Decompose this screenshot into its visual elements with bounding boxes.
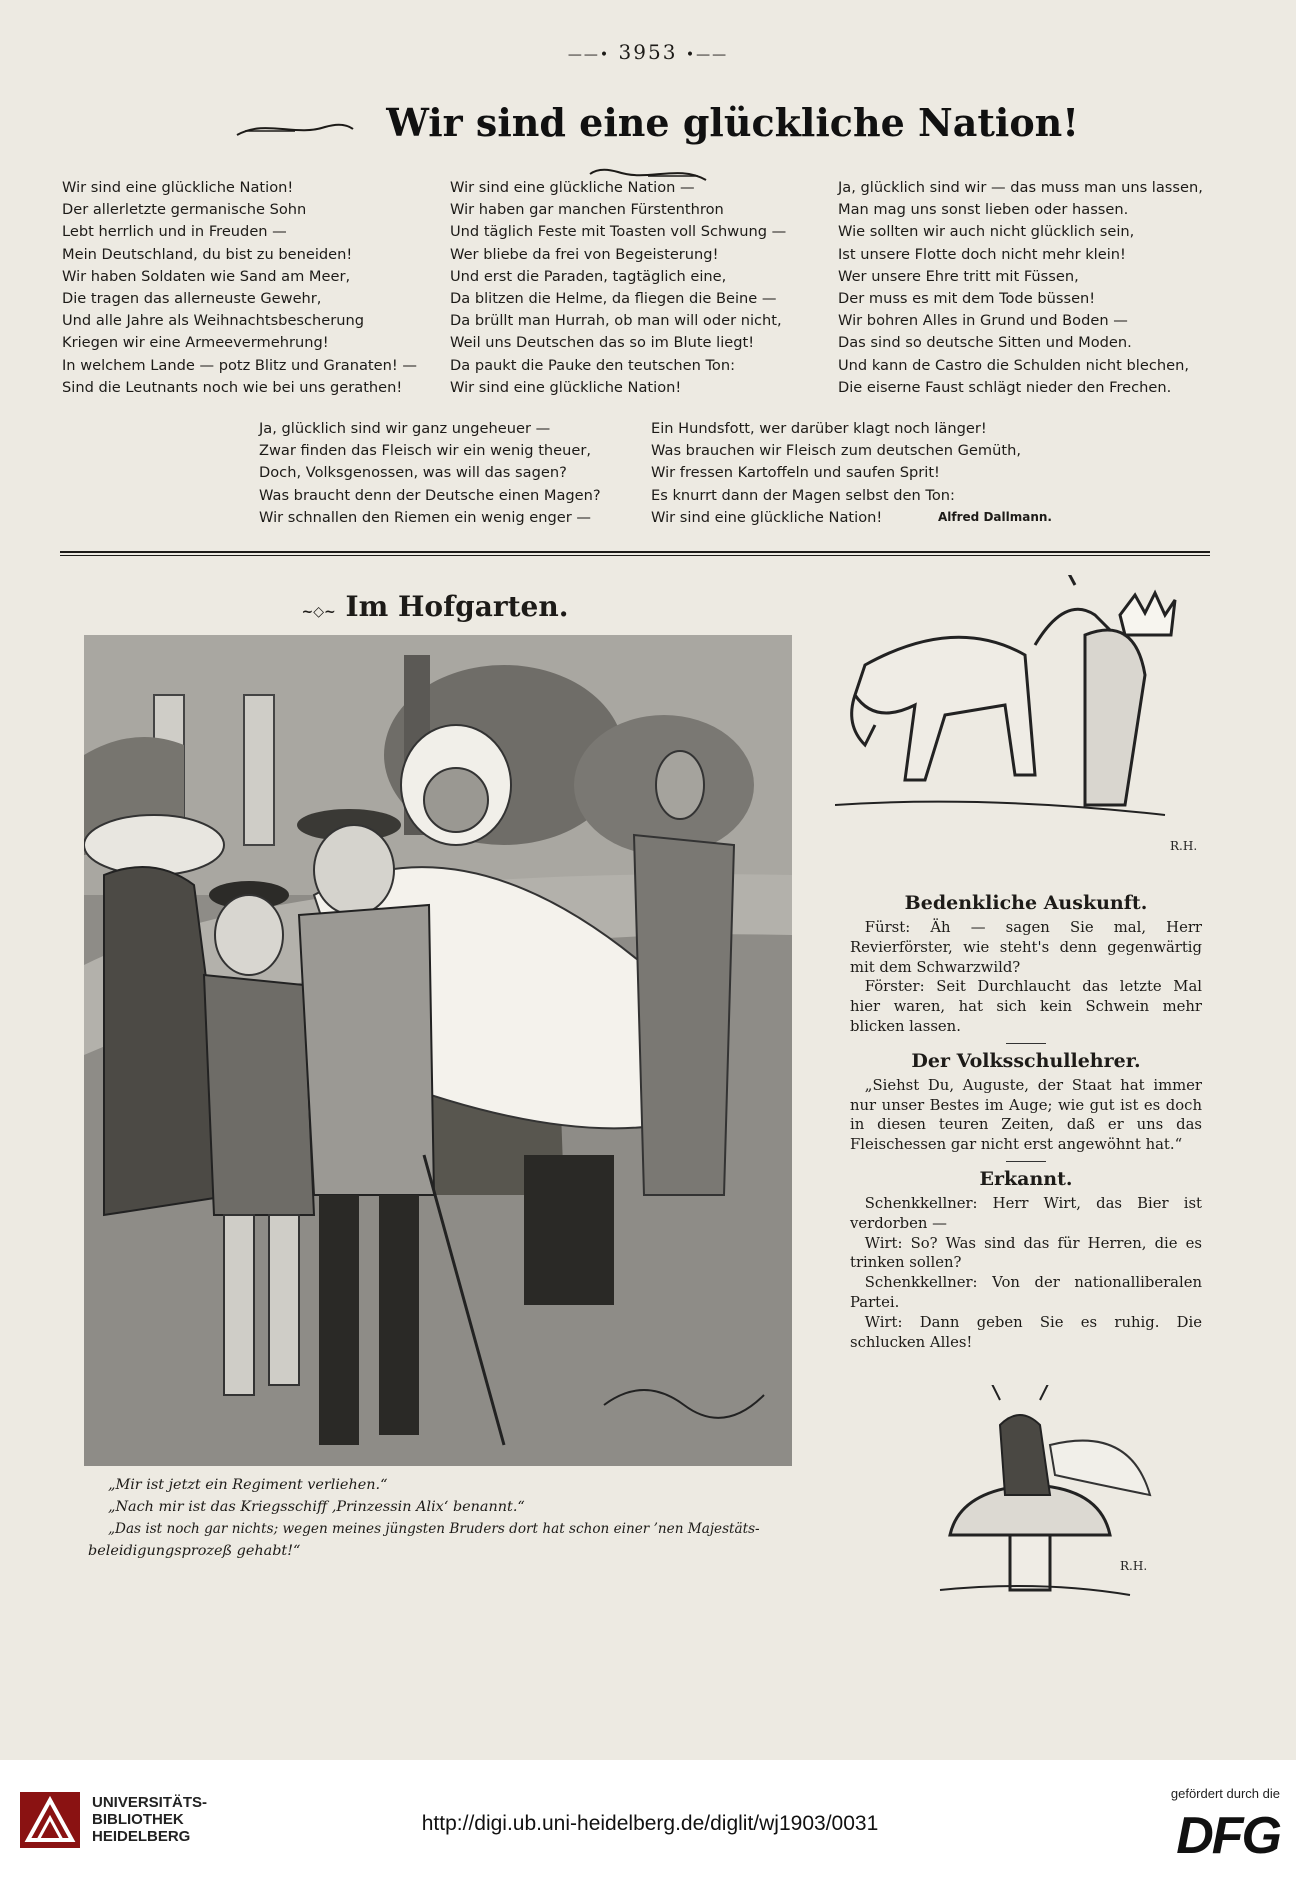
right-column-text: [850, 892, 1202, 1352]
poem-line: Wer unsere Ehre tritt mit Füssen,: [838, 267, 1079, 285]
poem-line: Was brauchen wir Fleisch zum deutschen Gemüth,: [651, 442, 1021, 460]
poem-line: In welchem Lande — potz Blitz und Granaten! —: [62, 356, 417, 374]
poem-line: Wie sollten wir auch nicht glücklich sein,: [838, 223, 1135, 241]
funding-label: gefördert durch die: [1170, 1786, 1280, 1801]
section-title-volksschullehrer: Der Volksschullehrer.: [911, 1049, 1141, 1072]
poem-line: Wir schnallen den Riemen ein wenig enger —: [259, 508, 591, 526]
poem-line: Wir fressen Kartoffeln und saufen Sprit!: [651, 464, 940, 482]
poem-line: Was braucht denn der Deutsche einen Magen?: [259, 486, 601, 504]
caption-line: beleidigungsprozeß gehabt!“: [88, 1543, 301, 1559]
library-name[interactable]: UNIVERSITÄTS- BIBLIOTHEK HEIDELBERG: [92, 1794, 208, 1845]
hofgarten-illustration: [84, 635, 792, 1466]
poem-line: Wir sind eine glückliche Nation!: [651, 508, 883, 526]
poem-line: Wir haben gar manchen Fürstenthron: [450, 201, 724, 219]
ornament-left-icon: [235, 115, 355, 139]
poem-line: Ein Hundsfott, wer darüber klagt noch länger!: [651, 420, 987, 437]
caption-line: „Mir ist jetzt ein Regiment verliehen.“: [108, 1477, 388, 1493]
poem-line: Da brüllt man Hurrah, ob man will oder nicht,: [450, 312, 782, 330]
section-title-erkannt: Erkannt.: [979, 1167, 1073, 1190]
caption-line: „Das ist noch gar nichts; wegen meines jüngsten Bruders dort hat schon einer ’nen Majestäts-: [108, 1521, 760, 1537]
poem-line: Ja, glücklich sind wir — das muss man uns lassen,: [838, 179, 1203, 196]
poem-column-2: [450, 177, 786, 399]
poem-line: Die eiserne Faust schlägt nieder den Frechen.: [838, 378, 1172, 396]
poem-line: Wir sind eine glückliche Nation!: [62, 179, 294, 196]
poem-line: Doch, Volksgenossen, was will das sagen?: [259, 464, 567, 482]
poem-column-3: [838, 177, 1203, 399]
illustration-caption: [88, 1474, 788, 1562]
section-title-bedenkliche: Bedenkliche Auskunft.: [904, 892, 1148, 914]
poem-line: Und alle Jahre als Weihnachtsbescherung: [62, 312, 365, 330]
poem-line: Wir bohren Alles in Grund und Boden —: [838, 312, 1128, 330]
signature-rh-1: R.H.: [1170, 839, 1198, 853]
section-divider: [60, 551, 1210, 553]
poem-line: Der allerletzte germanische Sohn: [62, 201, 307, 219]
poem-line: Ja, glücklich sind wir ganz ungeheuer —: [259, 420, 551, 437]
poem-line: Wir sind eine glückliche Nation!: [450, 378, 682, 396]
poem-line: Wir sind eine glückliche Nation —: [450, 179, 695, 196]
poem-line: Und täglich Feste mit Toasten voll Schwung —: [450, 223, 787, 241]
poem-line: Und kann de Castro die Schulden nicht blechen,: [838, 356, 1189, 374]
devil-mushroom-illustration: [930, 1385, 1170, 1610]
page-number: ——• 3953 •——: [567, 40, 729, 64]
poem-line: Da paukt die Pauke den teutschen Ton:: [450, 356, 735, 374]
poem-author: Alfred Dallmann.: [938, 510, 1052, 524]
poem-line: Kriegen wir eine Armeevermehrung!: [62, 334, 329, 352]
university-logo-icon: [20, 1792, 80, 1848]
permalink-url[interactable]: http://digi.ub.uni-heidelberg.de/diglit/wj1903/0031: [421, 1812, 879, 1835]
poem-line: Zwar finden das Fleisch wir ein wenig theuer,: [259, 442, 592, 460]
section-body-erkannt: Schenkkellner: Herr Wirt, das Bier ist verdorben — Wirt: So? Was sind das für Herren, die es trinken sollen? Schenkkellner: Von der nationalliberalen Partei. Wirt: Dann geben Sie es ruhig. Die schlucken Alles!: [850, 1194, 1202, 1351]
poem-line: Mein Deutschland, du bist zu beneiden!: [62, 245, 353, 263]
footer-bar: [0, 1760, 1296, 1894]
small-divider: [1006, 1043, 1046, 1044]
poem-line: Und erst die Paraden, tagtäglich eine,: [450, 267, 727, 285]
section-body-bedenkliche: Fürst: Äh — sagen Sie mal, Herr Revierförster, wie steht's denn gegenwärtig mit dem Schwarzwild? Förster: Seit Durchlaucht das letzte Mal hier waren, hat sich kein Schwein mehr blicken lassen.: [850, 919, 1202, 1035]
small-divider: [1006, 1161, 1046, 1162]
poem-title: Wir sind eine glückliche Nation!: [160, 100, 1136, 190]
poem-line: Wir haben Soldaten wie Sand am Meer,: [62, 267, 351, 285]
poem-line: Weil uns Deutschen das so im Blute liegt!: [450, 334, 755, 352]
poem-line: Lebt herrlich und in Freuden —: [62, 223, 287, 241]
poem-line: Die tragen das allerneuste Gewehr,: [62, 289, 322, 307]
poem-column-1: [62, 177, 417, 399]
poem-line: Ist unsere Flotte doch nicht mehr klein!: [838, 245, 1126, 263]
poem-line: Man mag uns sonst lieben oder hassen.: [838, 201, 1129, 219]
poem-line: Es knurrt dann der Magen selbst den Ton:: [651, 486, 955, 504]
poem-line: Wer bliebe da frei von Begeisterung!: [450, 245, 719, 263]
poem-column-4: [259, 418, 601, 529]
poem-line: Der muss es mit dem Tode büssen!: [838, 289, 1096, 307]
signature-rh-2: R.H.: [1120, 1559, 1148, 1573]
cow-prince-illustration: [835, 575, 1205, 860]
hofgarten-title: ~◇~ Im Hofgarten.: [301, 590, 569, 623]
caption-line: „Nach mir ist das Kriegsschiff ‚Prinzessin Alix‘ benannt.“: [108, 1499, 525, 1515]
poem-line: Das sind so deutsche Sitten und Moden.: [838, 334, 1132, 352]
section-body-volksschullehrer: „Siehst Du, Auguste, der Staat hat immer nur unser Bestes im Auge; wie gut ist es doch in diesen teuren Zeiten, daß er uns das Fleischessen gar nicht erst angewöhnt hat.“: [850, 1076, 1202, 1154]
poem-line: Sind die Leutnants noch wie bei uns gerathen!: [62, 378, 403, 396]
poem-line: Da blitzen die Helme, da fliegen die Beine —: [450, 289, 777, 307]
dfg-logo[interactable]: DFG: [1176, 1807, 1280, 1865]
